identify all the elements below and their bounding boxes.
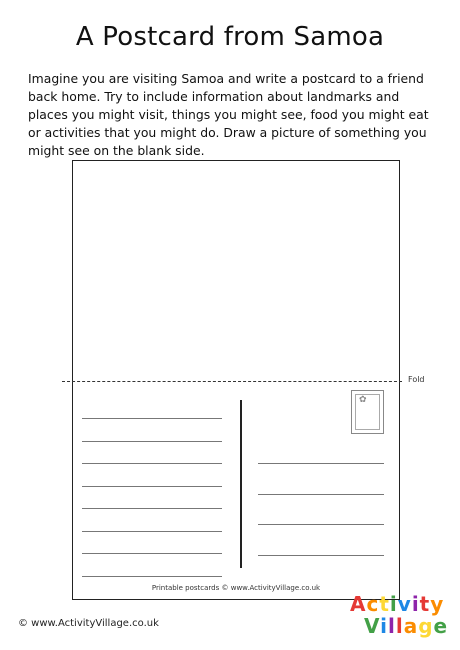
stamp-box [351,390,384,434]
message-line [82,531,222,532]
address-line [258,463,384,464]
message-line [82,486,222,487]
fold-label: Fold [408,375,425,384]
address-line [258,524,384,525]
message-line [82,418,222,419]
message-line [82,508,222,509]
fold-line [62,381,402,382]
postcard-outline [72,160,400,600]
postcard-footer-text: Printable postcards © www.ActivityVillage.co.uk [151,584,321,592]
message-line [82,553,222,554]
instructions-text: Imagine you are visiting Samoa and write a postcard to a friend back home. Try to include information about landmarks and places you might visit, things you might see, food you might eat or activities that you might do. Draw a picture of something you might see on the blank side. [28,71,429,158]
message-line [82,463,222,464]
stamp-icon: ✿ [359,395,367,405]
postcard-divider [240,400,242,568]
message-line [82,441,222,442]
logo-line-2: Village [364,614,449,638]
address-line [258,555,384,556]
address-line [258,494,384,495]
website-credit: © www.ActivityVillage.co.uk [18,618,159,629]
activity-village-logo [350,590,449,645]
message-line [82,576,222,577]
page-title: A Postcard from Samoa [75,22,385,52]
logo-line-1: Activity [350,592,445,616]
